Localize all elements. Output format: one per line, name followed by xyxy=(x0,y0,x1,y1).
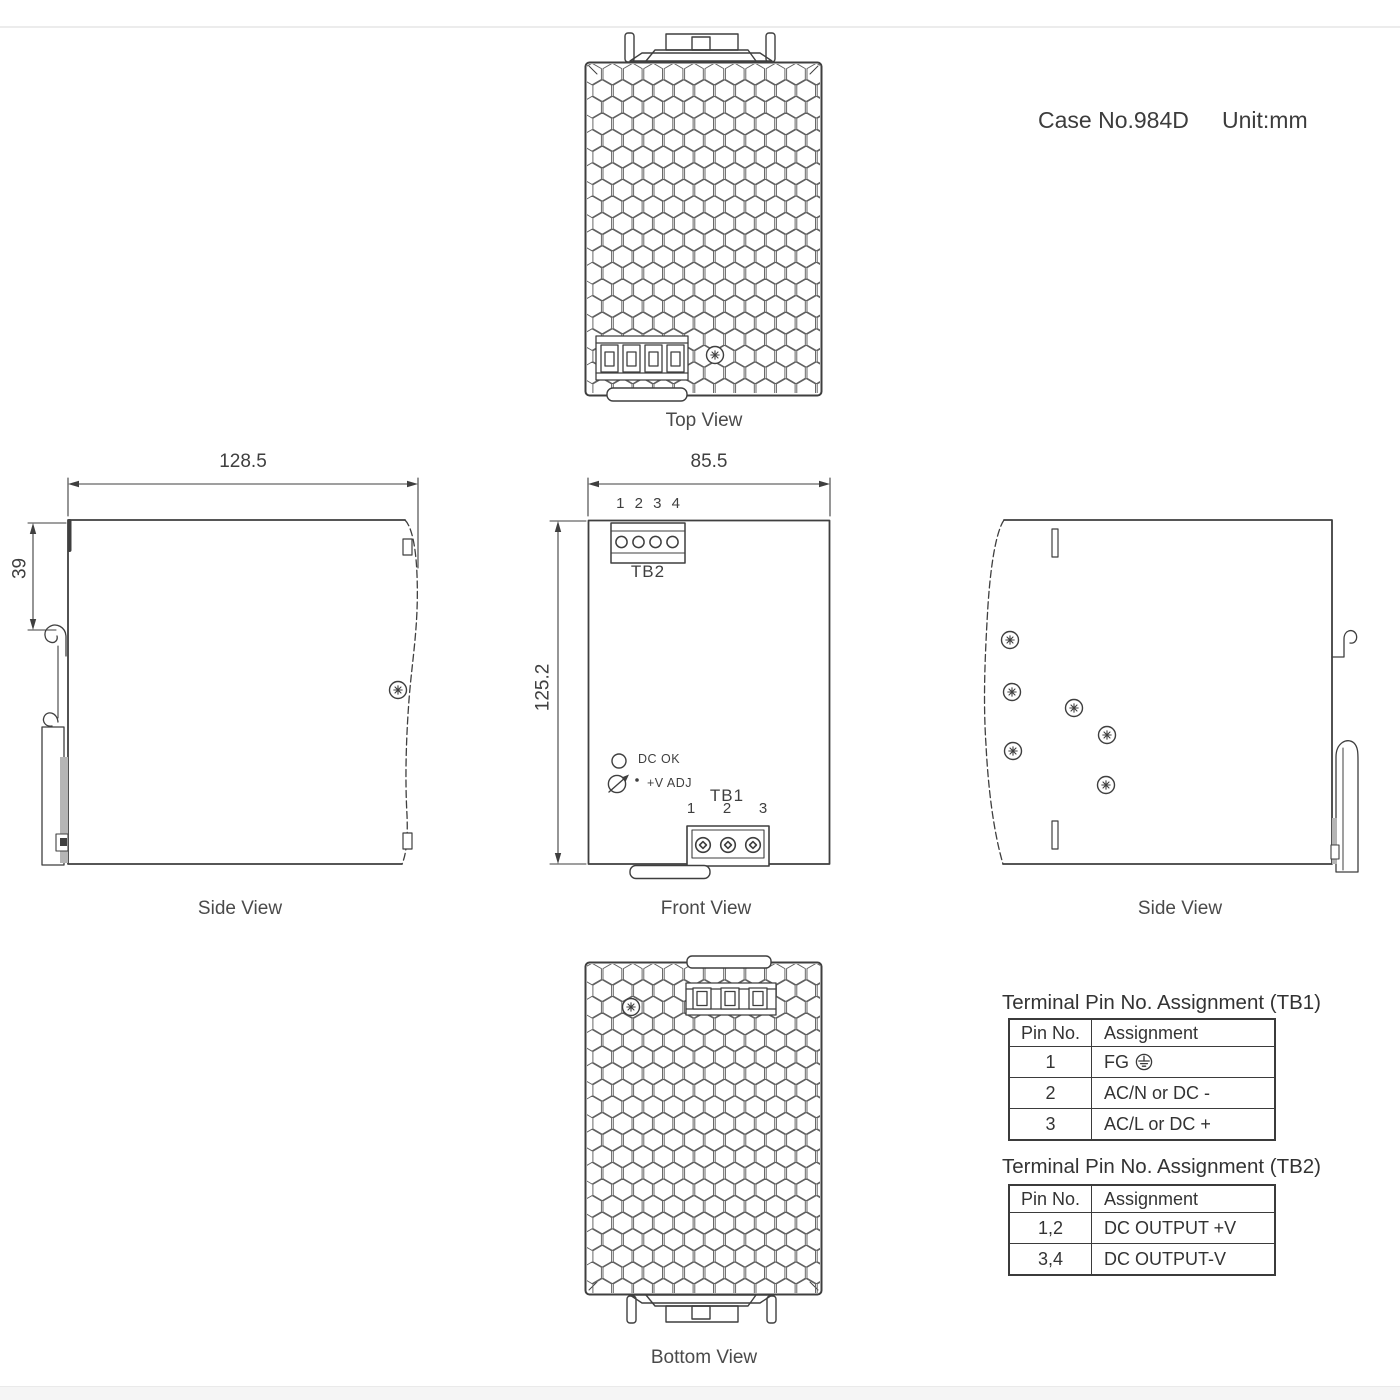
v-adj-label: +V ADJ xyxy=(647,776,693,790)
tb2-label: TB2 xyxy=(630,562,666,581)
unit-label: Unit:mm xyxy=(1222,107,1308,133)
tb1-assignment-table xyxy=(1008,1018,1276,1141)
tb1-header-pin: Pin No. xyxy=(1010,1020,1092,1046)
fg-text: FG xyxy=(1104,1052,1129,1072)
tb1-label: TB1 xyxy=(709,786,745,805)
top-din-tab xyxy=(607,388,687,401)
dimension-128-5: 128.5 xyxy=(219,451,267,472)
screw-icon xyxy=(623,999,640,1016)
screw-icon xyxy=(707,347,724,364)
bottom-view-label: Bottom View xyxy=(650,1347,758,1368)
tb1-row2-assignment: AC/N or DC - xyxy=(1104,1083,1211,1103)
tb1-row2-pin: 2 xyxy=(1010,1078,1092,1108)
tb2-row2-pin: 3,4 xyxy=(1010,1244,1092,1274)
din-rail-clip-left xyxy=(42,625,68,865)
tb2-terminal-block xyxy=(611,523,685,563)
screw-icon xyxy=(1002,632,1019,649)
tb2-pin-numbers xyxy=(611,496,685,513)
earth-ground-icon xyxy=(1135,1053,1153,1071)
top-terminal-block xyxy=(596,336,688,380)
front-view-label: Front View xyxy=(660,898,752,919)
top-view-label: Top View xyxy=(665,410,743,431)
tb2-pin-3: 3 xyxy=(653,495,662,512)
tb2-table-title: Terminal Pin No. Assignment (TB2) xyxy=(1002,1155,1322,1178)
screw-icon xyxy=(1099,727,1116,744)
top-view-drawing xyxy=(583,33,836,401)
table-row xyxy=(1010,1077,1274,1108)
screw-icon xyxy=(1004,684,1021,701)
table-row xyxy=(1010,1046,1274,1077)
din-clip-top xyxy=(625,33,775,62)
side-view-left-label: Side View xyxy=(197,898,283,919)
tb1-row3-pin: 3 xyxy=(1010,1109,1092,1139)
dc-ok-label: DC OK xyxy=(638,752,681,766)
tb2-header-pin: Pin No. xyxy=(1010,1186,1092,1212)
tb1-row1-pin: 1 xyxy=(1010,1047,1092,1077)
tb1-pin-3: 3 xyxy=(758,800,768,817)
tb1-pin-numbers xyxy=(683,801,771,818)
dimension-125-2: 125.2 xyxy=(532,663,554,712)
tb2-row1-pin: 1,2 xyxy=(1010,1213,1092,1243)
din-rail-clip-right xyxy=(1331,631,1358,872)
side-view-right-drawing xyxy=(985,520,1358,872)
table-row xyxy=(1010,1108,1274,1139)
screw-icon xyxy=(1005,743,1022,760)
bottom-din-tab xyxy=(687,956,771,968)
dimension-39: 39 xyxy=(9,557,31,580)
tb1-header-assignment: Assignment xyxy=(1104,1023,1199,1043)
screw-icon xyxy=(1098,777,1115,794)
tb1-table-header-row xyxy=(1010,1020,1274,1046)
tb1-row1-assignment xyxy=(1092,1047,1274,1077)
tb1-pin-2: 2 xyxy=(722,800,732,817)
dimension-85-5: 85.5 xyxy=(690,451,728,472)
case-number: Case No.984D xyxy=(1038,107,1189,133)
tb1-pin-1: 1 xyxy=(686,800,696,817)
table-row xyxy=(1010,1243,1274,1274)
tb2-assignment-table xyxy=(1008,1184,1276,1276)
tb2-row2-assignment: DC OUTPUT-V xyxy=(1104,1249,1227,1269)
bottom-view-drawing xyxy=(583,956,836,1323)
table-row xyxy=(1010,1212,1274,1243)
tb1-row3-assignment: AC/L or DC + xyxy=(1104,1114,1211,1134)
tb2-pin-4: 4 xyxy=(671,495,680,512)
tb1-table-title: Terminal Pin No. Assignment (TB1) xyxy=(1002,991,1322,1014)
tb2-pin-2: 2 xyxy=(634,495,643,512)
din-clip-bottom xyxy=(627,1295,776,1323)
bottom-terminal-block xyxy=(686,983,776,1015)
side-view-right-label: Side View xyxy=(1137,898,1223,919)
tb2-row1-assignment: DC OUTPUT +V xyxy=(1104,1218,1237,1238)
screw-icon xyxy=(390,682,407,699)
screw-icon xyxy=(1066,700,1083,717)
tb2-header-assignment: Assignment xyxy=(1104,1189,1199,1209)
front-din-tab xyxy=(630,866,710,879)
tb2-table-header-row xyxy=(1010,1186,1274,1212)
tb2-pin-1: 1 xyxy=(616,495,625,512)
side-view-left-drawing xyxy=(42,520,417,865)
tb1-terminal-block xyxy=(687,826,769,866)
